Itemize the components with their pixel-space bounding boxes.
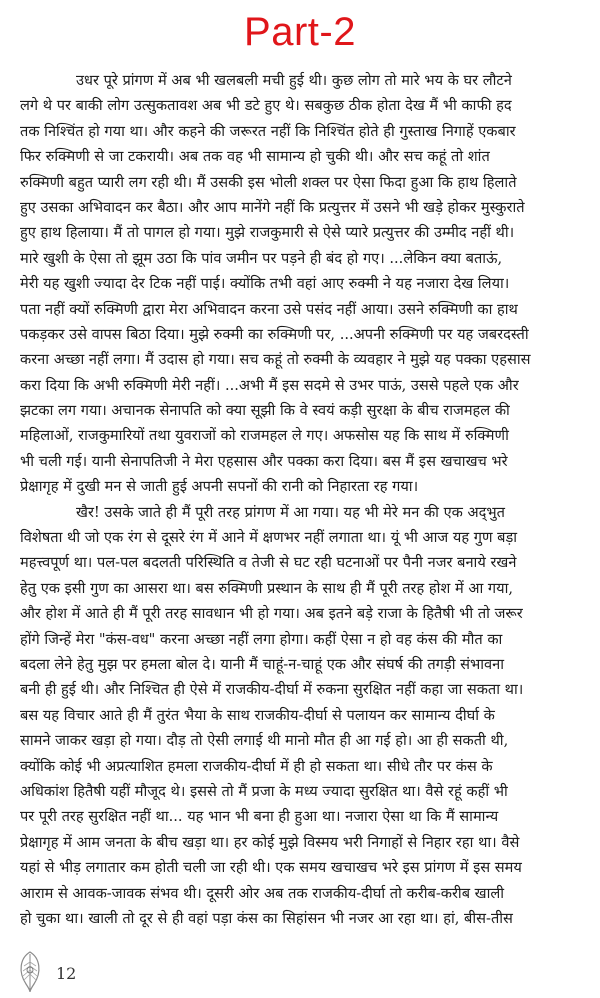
text-line: पर पूरी तरह सुरक्षित नहीं था... यह भान भी बना ही हुआ था। नजारा ऐसा था कि मैं सामान्य <box>20 808 499 826</box>
text-line: विशेषता थी जो एक रंग से दूसरे रंग में आने में क्षणभर नहीं लगाता था। यूं भी आज यह गुण बड़ा <box>20 529 518 547</box>
text-line: और होश में आते ही मैं पूरी तरह सावधान भी हो गया। अब इतने बड़े राजा के हितैषी भी तो जरूर <box>20 605 523 623</box>
text-line: अधिकांश हितैषी यहीं मौजूद थे। इससे तो मैं प्रजा के मध्य ज्यादा सुरक्षित था। वैसे रहूं कहीं भी <box>20 782 508 800</box>
text-line: खैर! उसके जाते ही मैं पूरी तरह प्रांगण में आ गया। यह भी मेरे मन की एक अद्‌भुत <box>76 503 505 521</box>
text-line: पकड़कर उसे वापस बिठा दिया। मुझे रुक्मी का रुक्मिणी पर, ...अपनी रुक्मिणी पर यह जबरदस्ती <box>20 325 529 343</box>
text-line: मेरी यह खुशी ज्यादा देर टिक नहीं पाई। क्योंकि तभी वहां आए रुक्मी ने यह नजारा देख लिया। <box>20 275 510 293</box>
text-line: भी चली गई। यानी सेनापतिजी ने मेरा एहसास और पक्का करा दिया। बस मैं इस खचाखच भरे <box>20 452 508 470</box>
text-line: बदला लेने हेतु मुझ पर हमला बोल दे। यानी मैं चाहूं-न-चाहूं एक और संघर्ष की तगड़ी संभावना <box>20 655 505 673</box>
text-line: लगे थे पर बाकी लोग उत्सुकतावश अब भी डटे हुए थे। सबकुछ ठीक होता देख मैं भी काफी हद <box>20 97 512 115</box>
page-footer <box>16 950 136 994</box>
text-line: करा दिया कि अभी रुक्मिणी मेरी नहीं। ...अभी मैं इस सदमे से उभर पाऊं, उससे पहले एक और <box>20 376 519 394</box>
text-line: हेतु एक इसी गुण का आसरा था। बस रुक्मिणी प्रस्थान के साथ ही मैं पूरी तरह होश में आ गया, <box>20 579 513 597</box>
text-line: तक निश्चिंत हो गया था। और कहने की जरूरत नहीं कि निश्चिंत होते ही गुस्ताख निगाहें एकबार <box>20 122 516 140</box>
text-line: क्योंकि कोई भी अप्रत्याशित हमला राजकीय-दीर्घा में ही हो सकता था। सीधे तौर पर कंस के <box>20 757 493 775</box>
text-line: मारे खुशी के ऐसा तो झूम उठा कि पांव जमीन पर पड़ने ही बंद हो गए। ...लेकिन क्या बताऊं, <box>20 249 503 267</box>
text-line: आराम से आवक-जावक संभव थी। दूसरी ओर अब तक राजकीय-दीर्घा तो करीब-करीब खाली <box>20 884 505 902</box>
text-line: महत्त्वपूर्ण था। पल-पल बदलती परिस्थिति व तेजी से घट रही घटनाओं पर पैनी नजर बनाये रखने <box>20 554 517 572</box>
text-line: हुए हाथ हिलाया। मैं तो पागल हो गया। मुझे राजकुमारी से ऐसे प्यारे प्रत्युत्तर की उम्मीद नहीं थी। <box>20 224 515 242</box>
text-line: प्रेक्षागृह में आम जनता के बीच खड़ा था। हर कोई मुझे विस्मय भरी निगाहों से निहार रहा था। वैसे <box>20 833 520 851</box>
text-line: होंगे जिन्हें मेरा "कंस-वध" करना अच्छा नहीं लगा होगा। कहीं ऐसा न हो वह कंस की मौत का <box>20 630 503 648</box>
text-line: यहां से भीड़ लगातार कम होती चली जा रही थी। एक समय खचाखच भरे इस प्रांगण में इस समय <box>20 859 522 877</box>
text-line: बनी ही हुई थी। और निश्चित ही ऐसे में राजकीय-दीर्घा में रुकना सुरक्षित नहीं कहा जा सकता था। <box>20 681 524 699</box>
page-title: Part-2 <box>244 10 356 54</box>
text-line: महिलाओं, राजकुमारियों तथा युवराजों को राजमहल ले गए। अफसोस यह कि साथ में रुक्मिणी <box>20 427 509 445</box>
text-line: हो चुका था। खाली तो दूर से ही वहां पड़ा कंस का सिहांसन भी नजर आ रहा था। हां, बीस-तीस <box>20 909 513 927</box>
text-line: पता नहीं क्यों रुक्मिणी द्वारा मेरा अभिवादन करना उसे पसंद नहीं आया। उसने रुक्मिणी का हाथ <box>20 300 518 318</box>
text-line: सामने जाकर खड़ा हो गया। दौड़ तो ऐसी लगाई थी मानो मौत ही आ गई हो। आ ही सकती थी, <box>20 732 509 750</box>
text-line: फिर रुक्मिणी से जा टकरायी। अब तक वह भी सामान्य हो चुकी थी। और सच कहूं तो शांत <box>20 148 490 166</box>
text-line: रुक्मिणी बहुत प्यारी लग रही थी। मैं उसकी इस भोली शक्ल पर ऐसा फिदा हुआ कि हाथ हिलाते <box>20 173 517 191</box>
text-line: करना अच्छा नहीं लगा। मैं उदास हो गया। सच कहूं तो रुक्मी के व्यवहार ने मुझे यह पक्का एहसास <box>20 351 531 369</box>
text-line: प्रेक्षागृह में दुखी मन से जाती हुई अपनी सपनों की रानी को निहारता रह गया। <box>20 478 419 496</box>
paragraph-2 <box>20 500 585 932</box>
page-number: 12 <box>56 964 77 983</box>
paragraph-1 <box>20 68 585 500</box>
text-line: बस यह विचार आते ही मैं तुरंत भैया के साथ राजकीय-दीर्घा से पलायन कर सामान्य दीर्घा के <box>20 706 495 724</box>
text-line: उधर पूरे प्रांगण में अब भी खलबली मची हुई थी। कुछ लोग तो मारे भय के घर लौटने <box>76 72 512 89</box>
feather-icon <box>16 950 44 994</box>
text-line: झटका लग गया। अचानक सेनापति को क्या सूझी कि वे स्वयं कड़ी सुरक्षा के बीच राजमहल की <box>20 402 510 420</box>
body-text <box>20 68 585 931</box>
text-line: हुए उसका अभिवादन कर बैठा। और आप मानेंगे नहीं कि प्रत्युत्तर में उसने भी खड़े होकर मुस्कुराते <box>20 198 525 216</box>
